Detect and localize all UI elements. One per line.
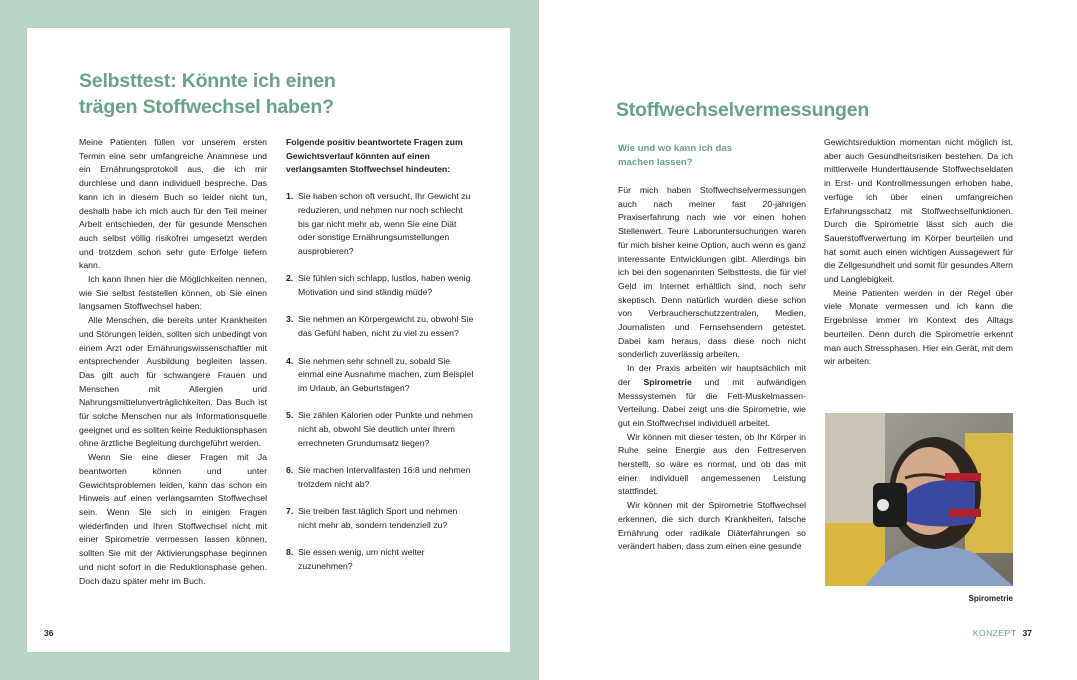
paragraph: Meine Patienten werden in der Regel über viele Monate vermessen und ich kann die Ergebnisse immer im Kontext des Alltags beurteilen. Denn durch die Spirometrie erkennt man auch Stressphasen. Hier ein Gerät, mit dem wir arbeiten: <box>824 287 1013 367</box>
question-item <box>286 272 476 299</box>
right-text-column-2 <box>824 136 1013 369</box>
spirometry-mask-photo-icon <box>825 413 1013 586</box>
bold-term: Spirometrie <box>643 376 692 387</box>
paragraph: Wir können mit dieser testen, ob Ihr Körper in Ruhe seine Energie aus den Fettreserven herstellt, so wäre es normal, und ob das mit einer individuell angemessenen Leistung stattfindet. <box>618 431 806 497</box>
left-page-title: Selbsttest: Könnte ich einen trägen Stoffwechsel haben? <box>79 70 336 118</box>
paragraph: Für mich haben Stoffwechselvermessungen auch nach meiner fast 20-jährigen Praxiserfahrung nach wie vor einen hohen Stellenwert. Teure Laboruntersuchungen waren für mich bisher keine Option, auch wenn es ganz interessante Entwicklungen gibt. Allerdings bin ich bei den sogenannten Selbsttests, die für viel Geld im Internet erhältlich sind, noch sehr skeptisch. Denn natürlich wurden diese schon von Verbraucherschutzzentralen, Medien, Journalisten und Fernsehsendern getestet. Dabei kam heraus, dass diese noch nicht sonderlich zuverlässig arbeiten. <box>618 185 806 360</box>
paragraph: Wenn Sie eine dieser Fragen mit Ja beantworten können und unter Gewichtsproblemen leiden, kann das schon ein Hinweis auf einen verlangsamten Stoffwechsel sein. Wenn Sie sich in einigen Fragen wiederfinden und Ihren Stoffwechsel nicht mit einer Spirometrie vermessen lassen können, sollten Sie mit der Aktivierungsphase beginnen und nicht sofort in die Reduktionsphase gehen. Doch dazu später mehr im Buch. <box>79 452 267 586</box>
question-item <box>286 313 476 340</box>
section-label: KONZEPT <box>972 628 1017 638</box>
paragraph: Meine Patienten füllen vor unserem ersten Termin eine sehr umfangreiche Anamnese und ein Ernährungsprotokoll aus, die ich mir durchlese und dann individuell bespreche. Das kann ich in diesem Buch so leider nicht tun, deshalb habe ich mich auch für den Teil meiner Arbeit entschieden, der für gesunde Menschen auch selbst völlig risikofrei umgesetzt werden und trotzdem schon sehr gute Erfolge liefern kann. <box>79 137 267 271</box>
spirometry-photo <box>825 413 1013 586</box>
question-number: 2. <box>286 273 294 284</box>
question-number: 4. <box>286 355 294 366</box>
right-page-subheading: Wie und wo kann ich das machen lassen? <box>618 143 732 168</box>
question-item <box>286 409 476 450</box>
page-number-right: 37 <box>1022 628 1032 638</box>
page-number-left: 36 <box>44 628 54 638</box>
question-item <box>286 355 476 396</box>
question-item <box>286 190 476 259</box>
question-intro: Folgende positiv beantwortete Fragen zum Gewichtsverlauf könnten auf einen verlangsamten Stoffwechsel hindeuten: <box>286 137 463 175</box>
paragraph-part: In der Praxis arbeiten wir hauptsächlich mit der <box>618 363 806 387</box>
question-text: Sie treiben fast täglich Sport und nehmen nicht mehr ab, sondern tendenziell zu? <box>298 506 458 530</box>
question-list <box>286 190 476 574</box>
question-number: 5. <box>286 410 294 421</box>
paragraph <box>618 362 806 431</box>
question-text: Sie fühlen sich schlapp, lustlos, haben wenig Motivation und sind ständig müde? <box>298 273 471 298</box>
question-item <box>286 464 476 491</box>
question-text: Sie essen wenig, um nicht weiter zuzunehmen? <box>298 547 425 571</box>
question-text: Sie machen Intervallfasten 16:8 und nehmen trotzdem nicht ab? <box>298 465 471 489</box>
question-number: 6. <box>286 465 294 476</box>
question-item <box>286 546 476 573</box>
paragraph: Gewichtsreduktion momentan nicht möglich ist, aber auch Gesundheitsrisiken bestehen. Da ich mittlerweile Hunderttausende Stoffwechseldaten in Erst- und Kontrollmessungen erhoben habe, verfüge ich über einen umfangreichen Erfahrungsschatz mit Stoffwechselfunktionen. Durch die Spirometrie lässt sich auch die Sauerstoffverwertung im Körper beurteilen und hat somit auch einen wichtigen Aussagewert für die Zellgesundheit und somit für gesundes Altern und Langlebigkeit. <box>824 137 1013 285</box>
question-text: Sie nehmen sehr schnell zu, sobald Sie einmal eine Ausnahme machen, zum Beispiel im Urlaub, an Geburtstagen? <box>298 355 474 393</box>
question-column <box>286 136 476 587</box>
question-number: 7. <box>286 506 294 517</box>
paragraph: Alle Menschen, die bereits unter Krankheiten und Störungen leiden, sollten sich unbedingt von einem Arzt oder Ernährungswissenschaftler mit entsprechender Ausbildung begleiten lassen. Das gilt auch für schwangere Frauen und Menschen mit Allergien und Nahrungsmittelunverträglichkeiten. Das Buch ist für solche Menschen nur als Informationsquelle geeignet und es sollten keine Reduktionsphasen ohne ärztliche Begleitung durchgeführt werden. <box>79 315 267 449</box>
right-footer <box>940 628 1032 638</box>
question-text: Sie zählen Kalorien oder Punkte und nehmen nicht ab, obwohl Sie deutlich unter Ihrem errechneten Grundumsatz liegen? <box>298 410 473 448</box>
question-text: Sie nehmen an Körpergewicht zu, obwohl Sie das Gefühl haben, nicht zu viel zu essen? <box>298 314 474 339</box>
left-text-column <box>79 136 267 588</box>
right-text-column-1 <box>618 184 806 554</box>
paragraph: Ich kann Ihnen hier die Möglichkeiten nennen, wie Sie selbst feststellen können, ob Sie einen langsamen Stoffwechsel haben: <box>79 274 267 312</box>
question-number: 3. <box>286 314 294 325</box>
question-item <box>286 505 476 532</box>
question-number: 8. <box>286 547 294 558</box>
question-text: Sie haben schon oft versucht, Ihr Gewicht zu reduzieren, und nehmen nur noch schlecht bis gar nicht mehr ab, wenn Sie eine Diät oder sonstige Ernährungsumstellungen ausprobieren? <box>298 191 471 256</box>
paragraph: Wir können mit der Spirometrie Stoffwechsel erkennen, die sich durch Krankheiten, falsche Ernährung oder radikale Diäterfahrungen so verändert haben, dass zum einen eine gesunde <box>618 500 806 552</box>
photo-caption: Spirometrie <box>968 594 1013 603</box>
paragraph-part: und mit aufwändigen Messsystemen für die Fett-Muskelmassen-Verteilung. Dabei zeigt uns die Spirometrie, wie gut ein Stoffwechsel individuell arbeitet. <box>618 376 806 428</box>
question-number: 1. <box>286 191 294 202</box>
right-page-title: Stoffwechselvermessungen <box>616 99 870 121</box>
